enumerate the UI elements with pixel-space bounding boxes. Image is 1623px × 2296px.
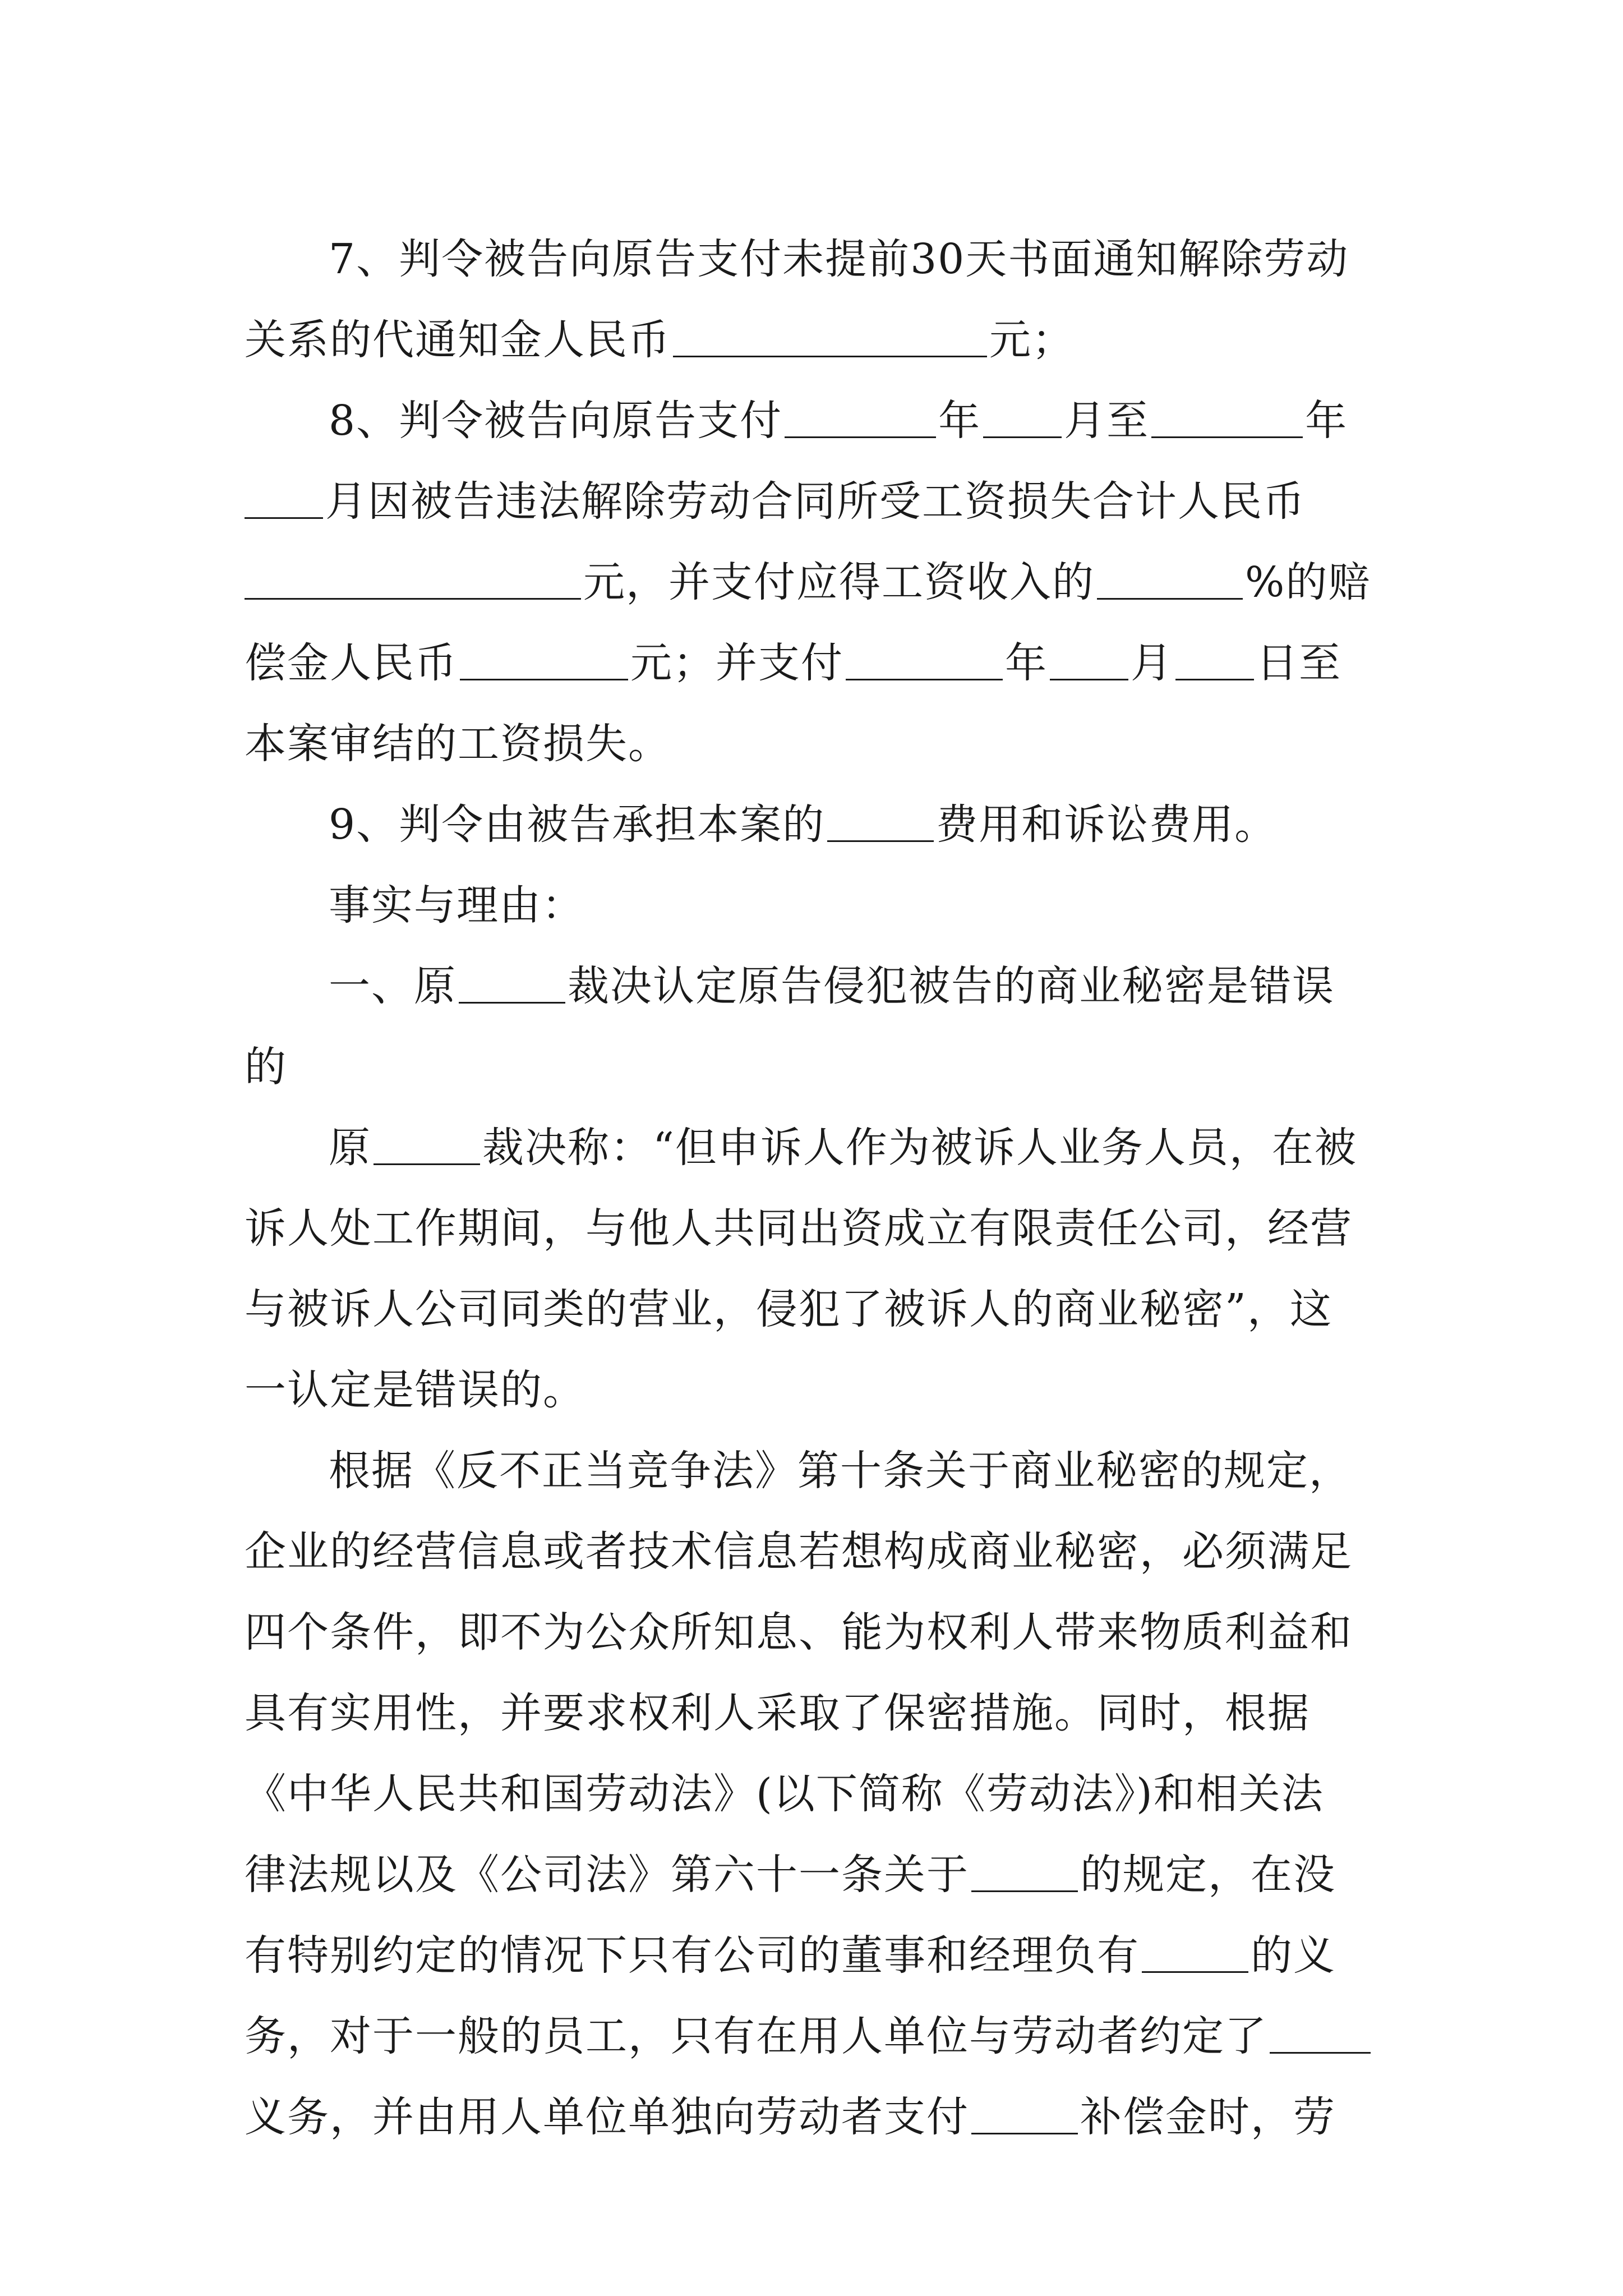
item8-text-1b: 年 (938, 397, 981, 445)
blank-ruling-body-1[interactable] (459, 963, 565, 1004)
para2-text-2: 诉人处工作期间，与他人共同出资成立有限责任公司，经营 (245, 1204, 1353, 1253)
para3-text-7b: 的义 (1251, 1931, 1336, 1980)
para3-text-7a: 有特别约定的情况下只有公司的董事和经理负有 (245, 1931, 1140, 1980)
para3-line3 (245, 1592, 1389, 1673)
item9-text-a: 9、判令由被告承担本案的 (329, 800, 826, 849)
item8-text-1d: 年 (1305, 397, 1348, 445)
facts-heading-text: 事实与理由： (329, 881, 584, 930)
para3-line1 (245, 1430, 1389, 1511)
facts-heading (245, 865, 1389, 946)
point1-text-1b: 裁决认定原告侵犯被告的商业秘密是错误 (568, 962, 1335, 1010)
item8-text-4a: 偿金人民币 (245, 639, 458, 687)
para3-line6 (245, 1834, 1389, 1915)
item8-line5 (245, 703, 1389, 784)
point1-text-2: 的 (245, 1043, 287, 1091)
blank-compensation-percent[interactable] (1097, 559, 1243, 600)
para2-line1 (245, 1107, 1389, 1188)
para2-text-3: 与被诉人公司同类的营业，侵犯了被诉人的商业秘密”，这 (245, 1285, 1332, 1333)
para2-line2 (245, 1188, 1389, 1269)
para3-text-8: 务，对于一般的员工，只有在用人单位与劳动者约定了 (245, 2012, 1267, 2060)
para3-line7 (245, 1915, 1389, 1996)
para3-text-4: 具有实用性，并要求权利人采取了保密措施。同时，根据 (245, 1689, 1310, 1737)
item7-line1 (245, 219, 1389, 300)
para2-text-1a: 原 (329, 1124, 371, 1172)
para3-text-9a: 义务，并由用人单位单独向劳动者支付 (245, 2093, 969, 2141)
point1-text-1a: 一、原 (329, 962, 457, 1010)
item9-line (245, 784, 1389, 865)
blank-from-day[interactable] (1175, 639, 1254, 680)
point1-line2 (245, 1027, 1389, 1107)
para3-text-5: 《中华人民共和国劳动法》(以下简称《劳动法》)和相关法 (245, 1770, 1324, 1818)
para3-text-6b: 的规定，在没 (1080, 1851, 1336, 1899)
para2-line4 (245, 1350, 1389, 1430)
item7-line2 (245, 300, 1389, 380)
para3-line9 (245, 2077, 1389, 2157)
blank-start-year[interactable] (785, 397, 936, 438)
para3-line4 (245, 1673, 1389, 1754)
item7-text-1: 7、判令被告向原告支付未提前30天书面通知解除劳动 (329, 235, 1349, 283)
para2-text-4: 一认定是错误的。 (245, 1366, 585, 1414)
blank-start-month[interactable] (983, 397, 1062, 438)
blank-from-year[interactable] (846, 639, 1003, 680)
item8-line2 (245, 461, 1389, 542)
item8-text-4d: 月 (1131, 639, 1173, 687)
blank-fee-type[interactable] (827, 801, 934, 842)
item8-line3 (245, 542, 1389, 623)
blank-notice-pay-amount[interactable] (673, 316, 987, 357)
item8-text-2: 月因被告违法解除劳动合同所受工资损失合计人民币 (325, 477, 1306, 526)
para2-text-1b: 裁决称：“但申诉人作为被诉人业务人员，在被 (482, 1124, 1357, 1172)
blank-compensation-type[interactable] (971, 2093, 1078, 2134)
item9-text-b: 费用和诉讼费用。 (936, 800, 1278, 849)
item8-text-3a: 元，并支付应得工资收入的 (583, 558, 1095, 606)
blank-ruling-body-2[interactable] (374, 1124, 480, 1165)
para3-text-6a: 律法规以及《公司法》第六十一条关于 (245, 1851, 969, 1899)
para3-text-3: 四个条件，即不为公众所知息、能为权利人带来物质利益和 (245, 1608, 1353, 1657)
para3-line2 (245, 1511, 1389, 1592)
item8-text-3b: %的赔 (1245, 558, 1371, 606)
blank-agreed-duty[interactable] (1270, 2013, 1371, 2054)
blank-end-year[interactable] (1151, 397, 1303, 438)
blank-from-month[interactable] (1050, 639, 1128, 680)
blank-compensation-amount[interactable] (460, 639, 628, 680)
blank-wage-loss-amount[interactable] (245, 559, 581, 600)
item8-line1 (245, 380, 1389, 461)
blank-company-law-topic[interactable] (971, 1851, 1078, 1892)
item7-text-2b: 元； (989, 316, 1075, 364)
document-body (245, 219, 1389, 2157)
para3-line5 (245, 1754, 1389, 1834)
item8-text-4b: 元；并支付 (630, 639, 843, 687)
item8-text-1a: 8、判令被告向原告支付 (329, 397, 783, 445)
para3-text-2: 企业的经营信息或者技术信息若想构成商业秘密，必须满足 (245, 1527, 1353, 1576)
item8-text-5: 本案审结的工资损失。 (245, 720, 671, 768)
blank-director-duty[interactable] (1142, 1932, 1248, 1973)
item7-text-2a: 关系的代通知金人民币 (245, 316, 671, 364)
para3-text-1: 根据《反不正当竞争法》第十条关于商业秘密的规定， (329, 1447, 1352, 1495)
para2-line3 (245, 1269, 1389, 1350)
item8-line4 (245, 623, 1389, 703)
para3-line8 (245, 1996, 1389, 2077)
para3-text-9b: 补偿金时，劳 (1080, 2093, 1336, 2141)
blank-end-month[interactable] (245, 478, 323, 519)
item8-text-4c: 年 (1005, 639, 1048, 687)
item8-text-4e: 日至 (1256, 639, 1341, 687)
point1-line1 (245, 946, 1389, 1027)
item8-text-1c: 月至 (1064, 397, 1150, 445)
